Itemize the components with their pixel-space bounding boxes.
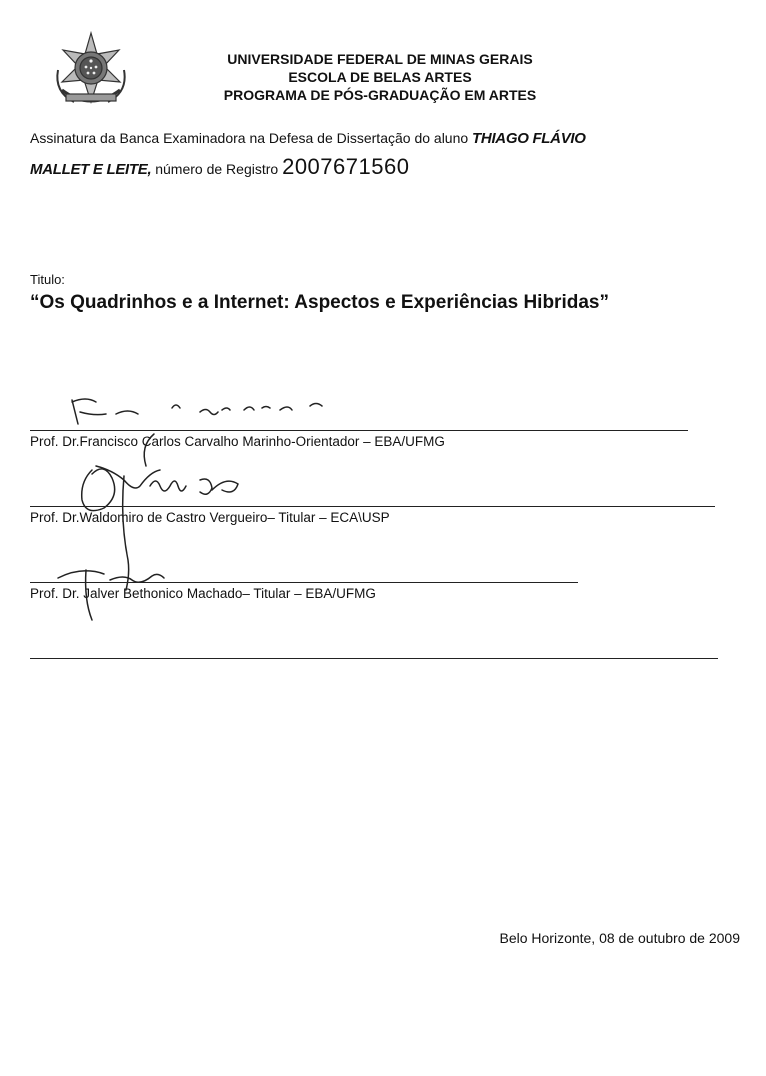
signature-line [30, 506, 715, 507]
signature-line [30, 430, 688, 431]
examiner-caption: Prof. Dr. Jalver Bethonico Machado– Titular – EBA/UFMG [30, 586, 376, 601]
examiner-caption: Prof. Dr.Waldomiro de Castro Vergueiro– Titular – ECA\USP [30, 510, 390, 525]
dissertation-title: “Os Quadrinhos e a Internet: Aspectos e Experiências Hibridas” [30, 292, 609, 313]
signature-block-3 [30, 582, 578, 601]
registration-number: 2007671560 [282, 154, 410, 179]
intro-paragraph [30, 124, 750, 184]
student-name-first: THIAGO FLÁVIO [472, 130, 586, 147]
place-and-date: Belo Horizonte, 08 de outubro de 2009 [499, 930, 740, 946]
examiner-caption: Prof. Dr.Francisco Carlos Carvalho Marinho-Orientador – EBA/UFMG [30, 434, 445, 449]
blank-signature-line [30, 658, 718, 659]
signature-block-1 [30, 430, 688, 449]
registration-label: número de Registro [151, 161, 283, 177]
coat-of-arms-icon [50, 30, 132, 112]
program-name: PROGRAMA DE PÓS-GRADUAÇÃO EM ARTES [223, 87, 537, 103]
signature-block-2 [30, 506, 715, 525]
university-name: UNIVERSIDADE FEDERAL DE MINAS GERAIS [227, 51, 533, 67]
student-name-last: MALLET E LEITE, [30, 161, 152, 178]
intro-text: Assinatura da Banca Examinadora na Defesa de Dissertação do aluno [30, 130, 473, 146]
signature-line [30, 582, 578, 583]
title-label: Titulo: [30, 272, 65, 287]
institution-header [150, 50, 610, 104]
school-name: ESCOLA DE BELAS ARTES [288, 69, 472, 85]
